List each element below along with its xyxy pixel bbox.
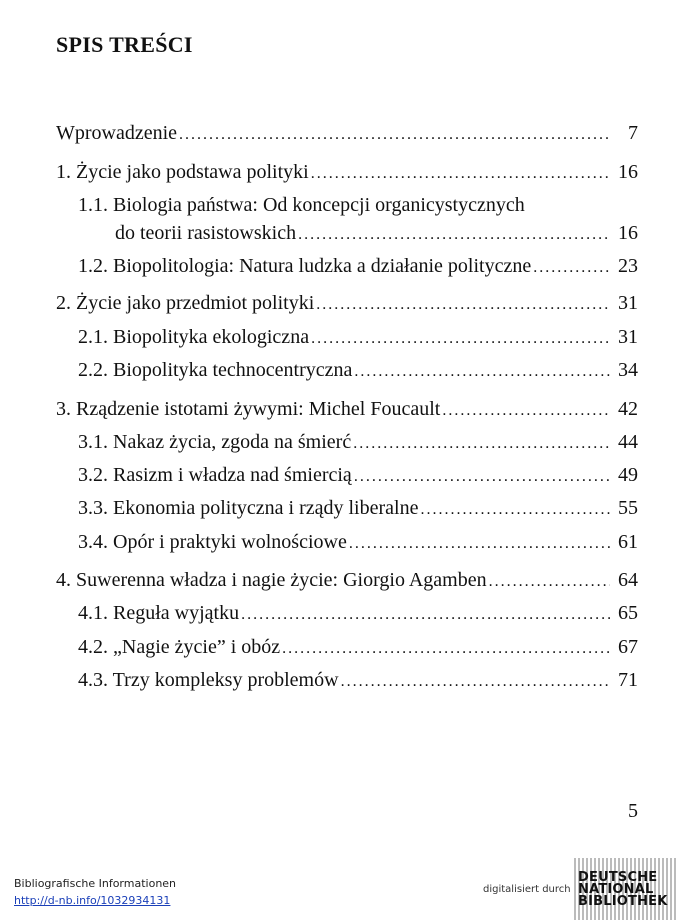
toc-entry-label: 1.2. Biopolitologia: Natura ludzka a działanie polityczne — [78, 255, 532, 277]
toc-entry-page: 44 — [618, 431, 638, 453]
toc-entry-3-1[interactable] — [78, 430, 638, 456]
toc-entry-chapter-3[interactable] — [56, 397, 638, 423]
dnb-logo-line: NATIONAL — [578, 882, 654, 897]
toc-entry-chapter-2[interactable] — [56, 291, 638, 317]
toc-entry-page: 31 — [618, 292, 638, 314]
toc-entry-page: 55 — [618, 497, 638, 519]
leader-dots — [442, 399, 610, 423]
toc-entry-3-2[interactable] — [78, 463, 638, 489]
toc-entry-label: do teorii rasistowskich — [115, 222, 297, 244]
digitized-by-label: digitalisiert durch — [483, 884, 571, 895]
page-number: 5 — [628, 800, 638, 822]
toc-entry-page: 16 — [618, 161, 638, 183]
toc-entry-page: 61 — [618, 531, 638, 553]
toc-entry-page: 31 — [618, 326, 638, 348]
toc-entry-intro[interactable] — [56, 121, 638, 147]
toc-entry-page: 7 — [628, 122, 638, 144]
toc-entry-chapter-4[interactable] — [56, 568, 638, 594]
leader-dots — [354, 465, 610, 489]
toc-entry-label: 4.3. Trzy kompleksy problemów — [78, 669, 339, 691]
bibliographic-info-label: Bibliografische Informationen — [14, 877, 177, 890]
leader-dots — [298, 223, 610, 247]
leader-dots — [311, 162, 610, 186]
toc-entry-page: 42 — [618, 398, 638, 420]
toc-entry-page: 16 — [618, 222, 638, 244]
dnb-logo-line: DEUTSCHE — [578, 870, 658, 885]
page-title: SPIS TREŚCI — [56, 32, 193, 57]
toc-entry-3-4[interactable] — [78, 530, 638, 556]
toc-entry-label: 2.2. Biopolityka technocentryczna — [78, 359, 353, 381]
toc-entry-label: 3.1. Nakaz życia, zgoda na śmierć — [78, 431, 352, 453]
leader-dots — [349, 532, 610, 556]
dnb-logo-text — [578, 872, 668, 908]
toc-entry-1-1-line1[interactable]: 1.1. Biologia państwa: Od koncepcji organicystycznych — [78, 194, 525, 216]
leader-dots — [241, 603, 610, 627]
leader-dots — [353, 432, 610, 456]
toc-entry-page: 23 — [618, 255, 638, 277]
leader-dots — [354, 360, 610, 384]
dnb-logo-line: BIBLIOTHEK — [578, 894, 668, 909]
toc-entry-label: 4.2. „Nagie życie” i obóz — [78, 636, 281, 658]
toc-entry-label: 2. Życie jako przedmiot polityki — [56, 292, 315, 314]
bibliographic-info-link[interactable]: http://d-nb.info/1032934131 — [14, 894, 171, 907]
toc-entry-3-3[interactable] — [78, 496, 638, 522]
bibliographic-info — [14, 877, 176, 907]
toc-entry-2-1[interactable] — [78, 325, 638, 351]
toc-entry-1-2[interactable] — [78, 254, 638, 280]
toc-entry-4-2[interactable] — [78, 635, 638, 661]
toc-entry-label: 3.4. Opór i praktyki wolnościowe — [78, 531, 347, 553]
toc-entry-label: 3.3. Ekonomia polityczna i rządy liberalne — [78, 497, 419, 519]
toc-entry-label: 3. Rządzenie istotami żywymi: Michel Foucault — [56, 398, 441, 420]
toc-entry-1-1[interactable] — [115, 221, 638, 247]
toc-entry-label: 4.1. Reguła wyjątku — [78, 602, 240, 624]
leader-dots — [420, 498, 610, 522]
toc-entry-label: 3.2. Rasizm i władza nad śmiercią — [78, 464, 352, 486]
toc-entry-label: 1. Życie jako podstawa polityki — [56, 161, 309, 183]
toc-entry-page: 34 — [618, 359, 638, 381]
leader-dots — [311, 327, 610, 351]
leader-dots — [489, 570, 610, 594]
toc-entry-2-2[interactable] — [78, 358, 638, 384]
leader-dots — [341, 670, 610, 694]
toc-entry-label: 2.1. Biopolityka ekologiczna — [78, 326, 310, 348]
toc-entry-label: 4. Suwerenna władza i nagie życie: Giorgio Agamben — [56, 569, 487, 591]
dnb-logo — [574, 858, 680, 920]
leader-dots — [179, 123, 610, 147]
toc-entry-page: 49 — [618, 464, 638, 486]
toc-entry-page: 64 — [618, 569, 638, 591]
toc-entry-4-3[interactable] — [78, 668, 638, 694]
toc-entry-label: Wprowadzenie — [56, 122, 178, 144]
toc-entry-page: 67 — [618, 636, 638, 658]
toc-entry-chapter-1[interactable] — [56, 160, 638, 186]
toc-entry-4-1[interactable] — [78, 601, 638, 627]
toc-entry-page: 71 — [618, 669, 638, 691]
leader-dots — [282, 637, 610, 661]
leader-dots — [533, 256, 610, 280]
toc-entry-page: 65 — [618, 602, 638, 624]
leader-dots — [316, 293, 610, 317]
